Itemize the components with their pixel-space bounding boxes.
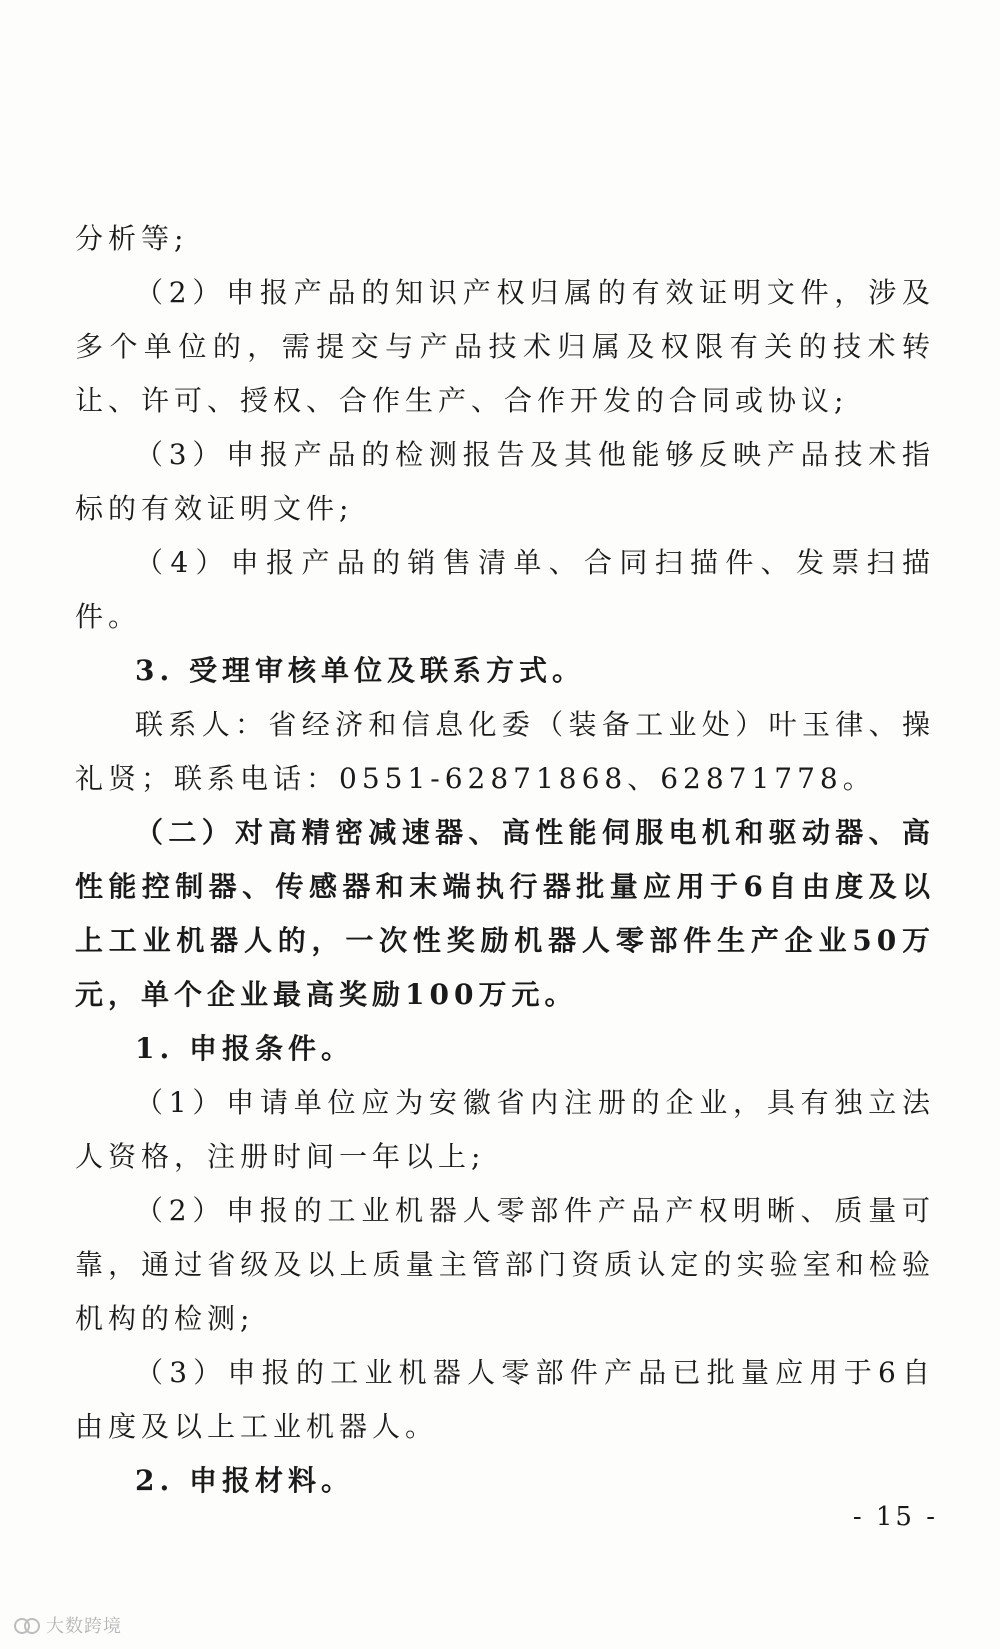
paragraph-7: （二）对高精密减速器、高性能伺服电机和驱动器、高性能控制器、传感器和末端执行器批量应用于6自由度及以上工业机器人的，一次性奖励机器人零部件生产企业50万元，单个企业最高奖励100万元。 xyxy=(75,816,935,1011)
paragraph-3: （3）申报产品的检测报告及其他能够反映产品技术指标的有效证明文件; xyxy=(75,438,935,525)
watermark xyxy=(14,1612,122,1638)
watermark-text: 大数跨境 xyxy=(46,1616,122,1637)
link-rings-icon xyxy=(14,1616,40,1634)
paragraph-5: 3. 受理审核单位及联系方式。 xyxy=(135,654,585,687)
paragraph-9: （1）申请单位应为安徽省内注册的企业，具有独立法人资格，注册时间一年以上; xyxy=(75,1086,935,1173)
paragraph-8: 1. 申报条件。 xyxy=(135,1032,354,1065)
paragraph-2: （2）申报产品的知识产权归属的有效证明文件，涉及多个单位的，需提交与产品技术归属及权限有关的技术转让、许可、授权、合作生产、合作开发的合同或协议; xyxy=(75,276,935,417)
document-body xyxy=(75,212,935,1508)
page-number: - 15 - xyxy=(852,1502,938,1532)
paragraph-1: 分析等; xyxy=(75,222,189,255)
paragraph-6: 联系人：省经济和信息化委（装备工业处）叶玉律、操礼贤；联系电话：0551-62871868、62871778。 xyxy=(75,708,935,795)
paragraph-4: （4）申报产品的销售清单、合同扫描件、发票扫描件。 xyxy=(75,546,935,633)
paragraph-11: （3）申报的工业机器人零部件产品已批量应用于6自由度及以上工业机器人。 xyxy=(75,1356,935,1443)
paragraph-12: 2. 申报材料。 xyxy=(135,1464,354,1497)
paragraph-10: （2）申报的工业机器人零部件产品产权明晰、质量可靠，通过省级及以上质量主管部门资质认定的实验室和检验机构的检测; xyxy=(75,1194,935,1335)
